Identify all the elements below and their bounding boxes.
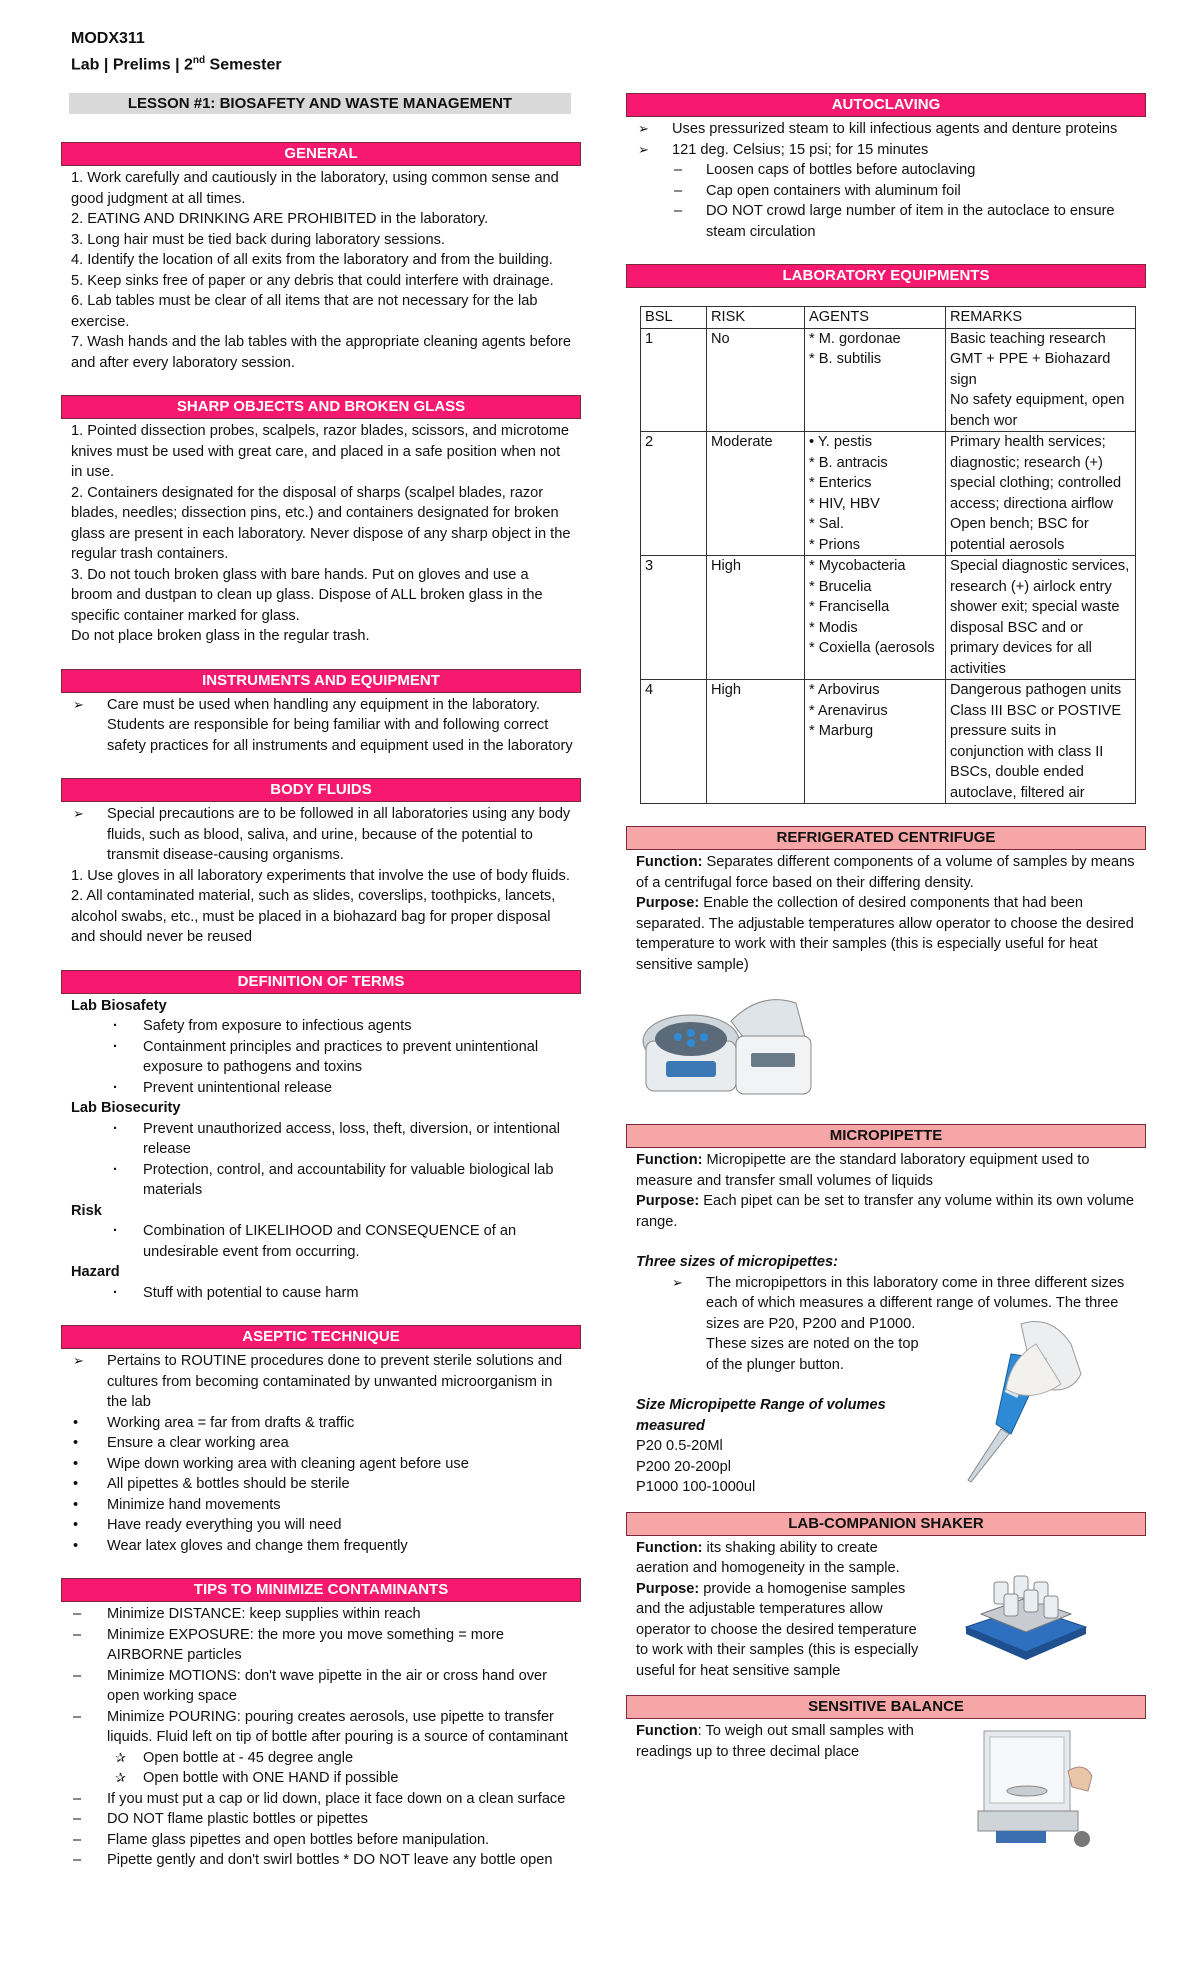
list-item: 1. Pointed dissection probes, scalpels, razor blades, scissors, and microtome knives must be used with great care, and placed in a safe position when not in use. (71, 423, 570, 480)
section-autoclaving (626, 93, 1146, 242)
purpose-text: Purpose: provide a homogenise samples and the adjustable temperatures allow operator to choose the desired temperature to work with their samples (this is especially useful for heat sensitive sample (636, 1580, 919, 1679)
list-item: · Stuff with potential to cause harm (61, 1283, 581, 1304)
list-item: – If you must put a cap or lid down, place it face down on a clean surface (61, 1789, 581, 1810)
table-header: BSL (641, 307, 707, 329)
list-item: 3. Do not touch broken glass with bare hands. Put on gloves and use a broom and dustpan to clean up glass. Dispose of ALL broken glass in the specific container marked for glass. (71, 566, 543, 624)
table-cell: No (707, 328, 805, 432)
size-row: P200 20-200pl (636, 1458, 731, 1475)
table-header-row (641, 307, 1136, 329)
section-title: LAB-COMPANION SHAKER (626, 1512, 1146, 1536)
list-item: Do not place broken glass in the regular trash. (71, 628, 370, 644)
list-item: 7. Wash hands and the lab tables with the appropriate cleaning agents before and after every laboratory session. (71, 334, 572, 371)
table-row (641, 680, 1136, 804)
list-item: – Minimize MOTIONS: don't wave pipette in the air or cross hand over open working space (61, 1666, 581, 1707)
section-shaker (626, 1512, 1146, 1682)
table-cell: Basic teaching research GMT + PPE + Biohazard sign No safety equipment, open bench wor (946, 328, 1136, 432)
table-row (641, 556, 1136, 680)
bsl-table (640, 306, 1136, 804)
section-title: GENERAL (61, 142, 581, 166)
list-item: – Loosen caps of bottles before autoclaving (626, 160, 1146, 181)
section-title: BODY FLUIDS (61, 778, 581, 802)
list-item: • Working area = far from drafts & traffic (61, 1413, 581, 1434)
table-cell: Moderate (707, 432, 805, 556)
section-tips (61, 1578, 581, 1871)
section-lab-equipments (626, 264, 1146, 804)
list-item: · Prevent unauthorized access, loss, theft, diversion, or intentional release (61, 1119, 581, 1160)
list-item: • All pipettes & bottles should be sterile (61, 1474, 581, 1495)
table-cell: 1 (641, 328, 707, 432)
section-title: TIPS TO MINIMIZE CONTAMINANTS (61, 1578, 581, 1602)
purpose-text: Purpose: Enable the collection of desired components that had been separated. The adjustable temperatures allow operator to choose the desired temperature to work with their samples (this is especially useful for heat sensitive sample) (636, 895, 1134, 973)
course-term: Lab | Prelims | 2nd Semester (71, 55, 282, 74)
list-item: – Cap open containers with aluminum foil (626, 181, 1146, 202)
list-item: ➢ Special precautions are to be followed in all laboratories using any body fluids, such as blood, saliva, and urine, because of the potential to transmit disease-causing organisms. (61, 804, 581, 866)
list-item: – Minimize EXPOSURE: the more you move something = more AIRBORNE particles (61, 1625, 581, 1666)
term-heading: Lab Biosafety (71, 997, 167, 1014)
list-item: 2. Containers designated for the disposal of sharps (scalpel blades, razor blades, needles; dissection pins, etc.) and containers designated for broken glass are present in each laboratory. Never dispose of any sharp object in the regular trash containers. (71, 484, 571, 562)
section-title: ASEPTIC TECHNIQUE (61, 1325, 581, 1349)
table-cell: • Y. pestis * B. antracis * Enterics * HIV, HBV * Sal. * Prions (805, 432, 946, 556)
table-cell: High (707, 556, 805, 680)
list-item: • Minimize hand movements (61, 1495, 581, 1516)
list-item: 2. EATING AND DRINKING ARE PROHIBITED in the laboratory. (71, 211, 489, 227)
function-text: Function: its shaking ability to create aeration and homogeneity in the sample. (636, 1539, 900, 1576)
list-item: – Minimize POURING: pouring creates aerosols, use pipette to transfer liquids. Fluid left on tip of bottle after pouring is a source of contaminant (61, 1707, 581, 1748)
list-item-continued: These sizes are noted on the top of the plunger button. (706, 1336, 919, 1373)
section-balance (626, 1695, 1146, 1762)
list-item: 1. Use gloves in all laboratory experiments that involve the use of body fluids. (71, 867, 570, 884)
section-title: SHARP OBJECTS AND BROKEN GLASS (61, 395, 581, 419)
list-item: ➢ Care must be used when handling any equipment in the laboratory. Students are responsible for being familiar with and following correct safety practices for all instruments and equipment used in the laboratory (61, 695, 581, 757)
section-title: REFRIGERATED CENTRIFUGE (626, 826, 1146, 850)
section-aseptic (61, 1325, 581, 1556)
list-item: 2. All contaminated material, such as slides, coverslips, toothpicks, lancets, alcohol swabs, etc., must be placed in a biohazard bag for proper disposal and should never be reused (71, 888, 556, 945)
table-header: REMARKS (946, 307, 1136, 329)
list-item: – Minimize DISTANCE: keep supplies within reach (61, 1604, 581, 1625)
list-item: – DO NOT flame plastic bottles or pipettes (61, 1809, 581, 1830)
sizes-heading: Three sizes of micropipettes: (636, 1254, 838, 1270)
centrifuge-image (636, 981, 1146, 1110)
right-column (626, 93, 1146, 1784)
left-column (61, 93, 581, 1893)
function-text: Function: Separates different components of a volume of samples by means of a centrifugal force based on their differing density. (636, 854, 1135, 891)
list-item: · Prevent unintentional release (61, 1078, 581, 1099)
table-row (641, 432, 1136, 556)
section-title: DEFINITION OF TERMS (61, 970, 581, 994)
balance-image (976, 1721, 1096, 1853)
table-cell: Primary health services; diagnostic; research (+) special clothing; controlled access; directiona airflow Open bench; BSC for potential aerosols (946, 432, 1136, 556)
list-item: · Combination of LIKELIHOOD and CONSEQUENCE of an undesirable event from occurring. (61, 1221, 581, 1262)
course-code: MODX311 (71, 30, 145, 47)
list-item: · Protection, control, and accountability for valuable biological lab materials (61, 1160, 581, 1201)
size-row: P20 0.5-20Ml (636, 1438, 723, 1454)
table-cell: * M. gordonae * B. subtilis (805, 328, 946, 432)
section-instruments (61, 669, 581, 757)
table-cell: * Arbovirus * Arenavirus * Marburg (805, 680, 946, 804)
function-text: Function: To weigh out small samples with readings up to three decimal place (636, 1723, 914, 1760)
table-header: RISK (707, 307, 805, 329)
table-cell: * Mycobacteria * Brucelia * Francisella * Modis * Coxiella (aerosols (805, 556, 946, 680)
list-item: ✰ Open bottle with ONE HAND if possible (61, 1768, 581, 1789)
list-item: • Wear latex gloves and change them frequently (61, 1536, 581, 1557)
list-item: 4. Identify the location of all exits from the laboratory and from the building. (71, 252, 553, 268)
section-title: AUTOCLAVING (626, 93, 1146, 117)
term-heading: Hazard (71, 1264, 120, 1280)
section-centrifuge (626, 826, 1146, 1110)
list-item: – DO NOT crowd large number of item in the autoclace to ensure steam circulation (626, 201, 1146, 242)
list-item: ➢ Uses pressurized steam to kill infectious agents and denture proteins (626, 119, 1146, 140)
list-item: ➢ 121 deg. Celsius; 15 psi; for 15 minutes (626, 140, 1146, 161)
list-item: ➢ Pertains to ROUTINE procedures done to prevent sterile solutions and cultures from becoming contaminated by unwanted microorganism in the lab (61, 1351, 581, 1413)
size-row: P1000 100-1000ul (636, 1479, 756, 1495)
table-header: AGENTS (805, 307, 946, 329)
list-item: 1. Work carefully and cautiously in the laboratory, using common sense and good judgment at all times. (71, 170, 559, 207)
list-item: • Wipe down working area with cleaning agent before use (61, 1454, 581, 1475)
section-micropipette (626, 1124, 1146, 1498)
table-cell: Dangerous pathogen units Class III BSC or POSTIVE pressure suits in conjunction with class II BSCs, double ended autoclave, filtered air (946, 680, 1136, 804)
list-item: – Flame glass pipettes and open bottles before manipulation. (61, 1830, 581, 1851)
list-item: · Safety from exposure to infectious agents (61, 1016, 581, 1037)
list-item: 5. Keep sinks free of paper or any debris that could interfere with drainage. (71, 272, 554, 289)
section-title: LABORATORY EQUIPMENTS (626, 264, 1146, 288)
table-cell: Special diagnostic services, research (+) airlock entry shower exit; special waste disposal BSC and or primary devices for all activities (946, 556, 1136, 680)
section-general (61, 142, 581, 373)
table-cell: 2 (641, 432, 707, 556)
list-item: • Ensure a clear working area (61, 1433, 581, 1454)
list-item: 6. Lab tables must be clear of all items that are not necessary for the lab exercise. (71, 293, 538, 330)
section-title: SENSITIVE BALANCE (626, 1695, 1146, 1719)
size-table-heading: Size Micropipette Range of volumes measured (636, 1397, 886, 1434)
shaker-image (956, 1552, 1096, 1666)
table-cell: 3 (641, 556, 707, 680)
micropipette-image (951, 1314, 1111, 1493)
section-title: MICROPIPETTE (626, 1124, 1146, 1148)
section-sharp-objects (61, 395, 581, 647)
list-item: • Have ready everything you will need (61, 1515, 581, 1536)
purpose-text: Purpose: Each pipet can be set to transfer any volume within its own volume range. (636, 1193, 1135, 1230)
list-item: 3. Long hair must be tied back during laboratory sessions. (71, 231, 445, 248)
section-body-fluids (61, 778, 581, 948)
document-header (71, 28, 282, 76)
list-item: · Containment principles and practices to prevent unintentional exposure to pathogens and toxins (61, 1037, 581, 1078)
table-cell: High (707, 680, 805, 804)
list-item: ✰ Open bottle at - 45 degree angle (61, 1748, 581, 1769)
section-definitions (61, 970, 581, 1304)
lesson-title: LESSON #1: BIOSAFETY AND WASTE MANAGEMENT (69, 93, 571, 114)
table-row (641, 328, 1136, 432)
list-item: ➢ The micropipettors in this laboratory come in three different sizes each of which measures a different range of volumes. The three sizes are P20, P200 and P1000. (660, 1273, 1146, 1335)
function-text: Function: Micropipette are the standard laboratory equipment used to measure and transfer small volumes of liquids (636, 1152, 1090, 1189)
section-title: INSTRUMENTS AND EQUIPMENT (61, 669, 581, 693)
table-cell: 4 (641, 680, 707, 804)
term-heading: Risk (71, 1202, 102, 1219)
term-heading: Lab Biosecurity (71, 1100, 181, 1116)
list-item: – Pipette gently and don't swirl bottles * DO NOT leave any bottle open (61, 1850, 581, 1871)
